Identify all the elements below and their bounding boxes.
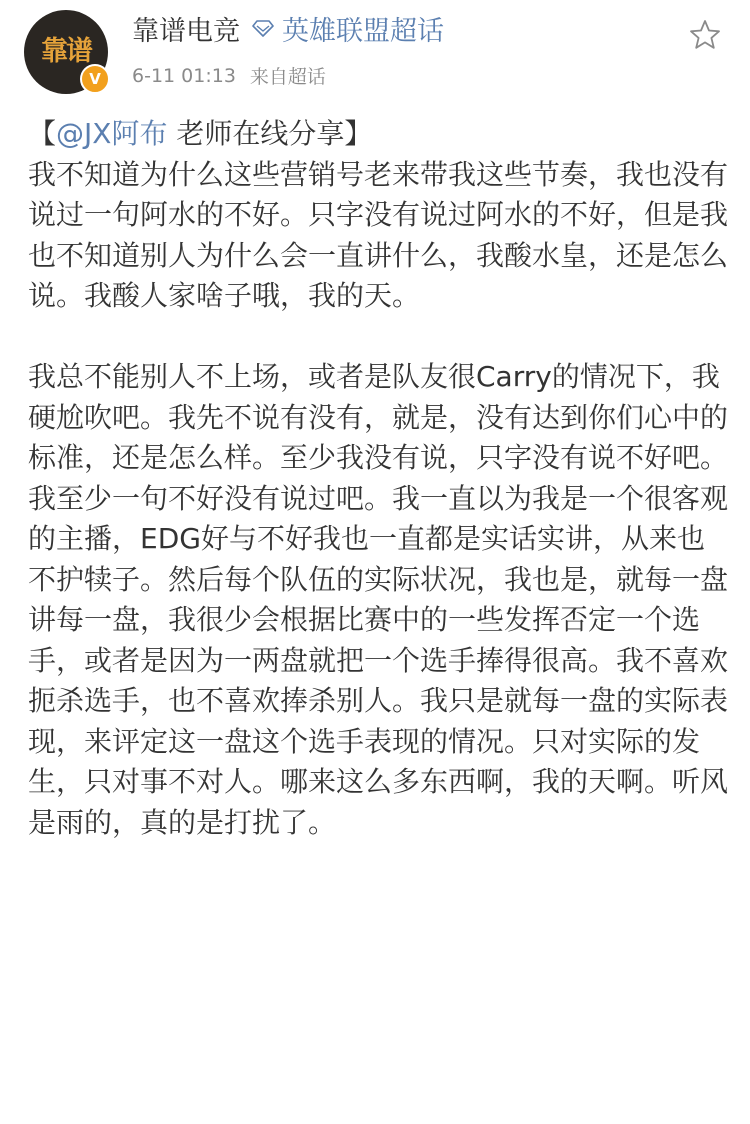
- topic-link[interactable]: 英雄联盟超话: [282, 15, 444, 47]
- post-paragraph-2: 我总不能别人不上场，或者是队友很Carry的情况下，我硬尬吹吧。我先不说有没有，就是，没有达到你们心中的标准，还是怎么样。至少我没有说，只字没有说不好吧。我至少一句不好没有说过吧。我一直以为我是一个很客观的主播，EDG好与不好我也一直都是实话实讲，从来也不护犊子。然后每个队伍的实际状况，我也是，就每一盘讲每一盘，我很少会根据比赛中的一些发挥否定一个选手，或者是因为一两盘就把一个选手捧得很高。我不喜欢扼杀选手，也不喜欢捧杀别人。我只是就每一盘的实际表现，来评定这一盘这个选手表现的情况。只对实际的发生，只对事不对人。哪来这么多东西啊，我的天啊。听风是雨的，真的是打扰了。: [28, 360, 729, 839]
- post-source[interactable]: 来自超话: [249, 66, 326, 88]
- lead-rest: 老师在线分享】: [167, 117, 373, 150]
- avatar-logo-text: 靠谱: [41, 36, 91, 67]
- post-header: [0, 0, 750, 100]
- post-paragraph-1: 我不知道为什么这些营销号老来带我这些节奏，我也没有说过一句阿水的不好。只字没有说过阿水的不好，但是我也不知道别人为什么会一直讲什么，我酸水皇，还是怎么说。我酸人家啥子哦，我的天。: [28, 157, 729, 312]
- mention-link[interactable]: @JX阿布: [56, 117, 168, 150]
- post-meta: [132, 62, 326, 89]
- post-lead: [28, 114, 728, 155]
- author-name[interactable]: 靠谱电竞: [132, 15, 240, 47]
- author-row: [132, 12, 444, 47]
- lead-bracket-open: 【: [28, 117, 57, 150]
- diamond-icon: [252, 17, 274, 39]
- paragraph-gap: [28, 317, 728, 358]
- star-icon[interactable]: [688, 18, 722, 52]
- post-timestamp: 6-11 01:13: [132, 64, 236, 87]
- post-body: [28, 114, 728, 843]
- verified-badge: V: [80, 64, 110, 94]
